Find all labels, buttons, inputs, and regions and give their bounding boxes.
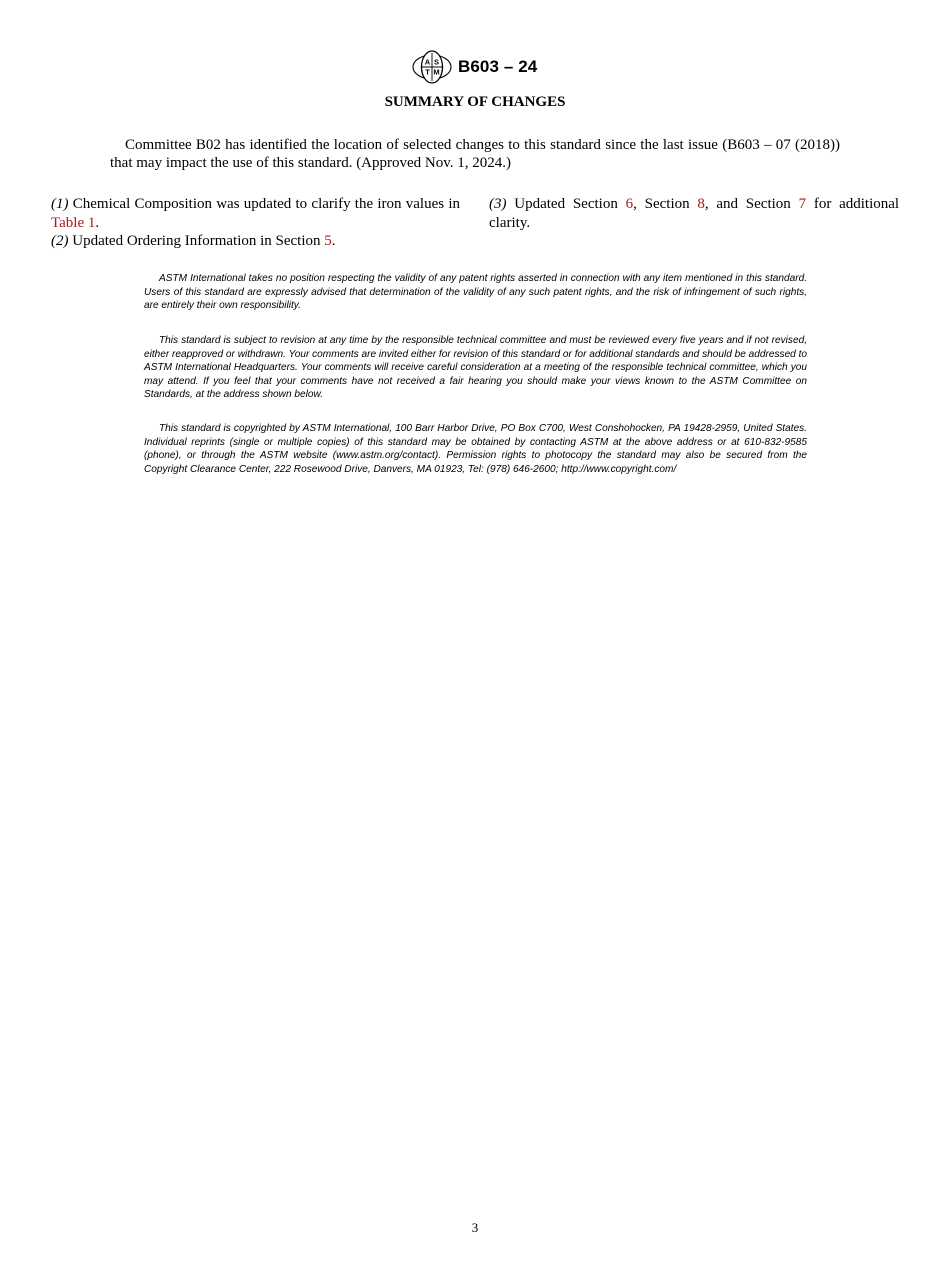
svg-text:S: S bbox=[433, 57, 440, 67]
standard-designation: B603 – 24 bbox=[458, 57, 538, 76]
change-number: (3) bbox=[489, 196, 507, 212]
change-item-3 bbox=[489, 195, 899, 232]
change-text: , and Section bbox=[704, 196, 791, 212]
svg-text:M: M bbox=[433, 67, 440, 77]
section-7-link[interactable]: 7 bbox=[798, 196, 807, 212]
change-end: . bbox=[95, 214, 100, 231]
page-number: 3 bbox=[471, 1220, 479, 1235]
section-6-link[interactable]: 6 bbox=[625, 196, 634, 212]
changes-right-column bbox=[489, 195, 899, 232]
revision-notice: This standard is subject to revision at any time by the responsible technical committee and must be reviewed every five years and if not revised, either reapproved or withdrawn. Your comments are invited either for revision of this standard or for additional standards and should be addressed to ASTM International Headquarters. Your comments will receive careful consideration at a meeting of the responsible technical committee, which you may attend. If you feel that your comments have not received a fair hearing you should make your views known to the ASTM Committee on Standards, at the address shown below. bbox=[144, 335, 808, 401]
summary-title: SUMMARY OF CHANGES bbox=[384, 94, 566, 110]
table-1-link[interactable]: Table 1 bbox=[51, 214, 96, 231]
document-header bbox=[0, 50, 950, 86]
copyright-notice: This standard is copyrighted by ASTM International, 100 Barr Harbor Drive, PO Box C700, West Conshohocken, PA 19428-2959, United States. Individual reprints (single or multiple copies) of this standard may be obtained by contacting ASTM at the above address or at 610-832-9585 (phone), or through the ASTM website (www.astm.org/contact). Permission rights to photocopy the standard may also be secured from the Copyright Clearance Center, 222 Rosewood Drive, Danvers, MA 01923, Tel: (978) 646-2600; http://www.copyright.com/ bbox=[144, 423, 807, 475]
change-text: Updated Ordering Information in Section bbox=[72, 233, 321, 249]
change-number: (2) bbox=[51, 233, 69, 249]
change-text: Updated Section bbox=[514, 196, 618, 212]
astm-logo-icon bbox=[412, 50, 452, 84]
summary-intro: Committee B02 has identified the location of selected changes to this standard since the last issue (B603 – 07 (2018)) that may impact the use of this standard. (Approved Nov. 1, 2024.) bbox=[110, 137, 840, 171]
change-text: Chemical Composition was updated to clarify the iron values in bbox=[72, 196, 461, 212]
change-number: (1) bbox=[51, 196, 69, 212]
change-end: . bbox=[331, 233, 336, 249]
changes-left-column bbox=[51, 195, 460, 251]
patent-notice: ASTM International takes no position respecting the validity of any patent rights asserted in connection with any item mentioned in this standard. Users of this standard are expressly advised that determination of the validity of any such patent rights, and the risk of infringement of such rights, are entirely their own responsibility. bbox=[144, 273, 807, 312]
section-8-link[interactable]: 8 bbox=[697, 196, 705, 212]
change-text: for additional clarity. bbox=[489, 196, 900, 231]
change-text: , Section bbox=[633, 196, 690, 212]
svg-text:T: T bbox=[425, 67, 430, 77]
change-item-2 bbox=[51, 232, 460, 251]
change-item-1 bbox=[51, 195, 460, 232]
svg-text:A: A bbox=[424, 57, 431, 67]
section-5-link[interactable]: 5 bbox=[324, 233, 332, 249]
